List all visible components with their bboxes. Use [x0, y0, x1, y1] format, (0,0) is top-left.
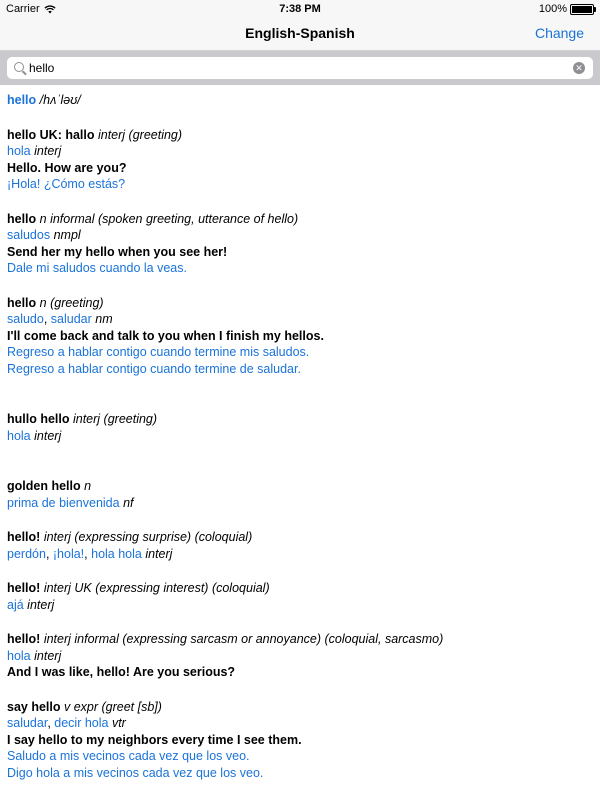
translation-word[interactable]: saludar [50, 312, 92, 326]
battery-percent: 100% [538, 3, 567, 15]
entry-headword: hello! [7, 581, 41, 595]
entry-pos: interj (greeting) [97, 127, 183, 142]
example-sentence: I say hello to my neighbors every time I see them. [7, 732, 302, 747]
entry-pos: interj UK (expressing interest) (coloquial) [43, 581, 270, 595]
translation-line [7, 495, 593, 512]
entry-block [7, 580, 593, 613]
clear-icon[interactable]: ✕ [573, 62, 585, 74]
search-box[interactable] [7, 57, 593, 79]
entry-pos: v expr (greet [sb]) [63, 699, 162, 714]
entry-headline [7, 631, 593, 648]
entry-block [7, 295, 593, 378]
entry-headword: hello [7, 211, 37, 226]
entry-block [7, 631, 593, 681]
entry-headline [7, 699, 593, 716]
entry-headline [7, 478, 593, 495]
entry-block [7, 478, 593, 511]
entry-pos: n (greeting) [39, 295, 104, 310]
entry-headline [7, 411, 593, 428]
translation-word[interactable]: ¡hola! [52, 546, 85, 561]
translation-line: perdón, ¡hola!, hola hola interj [7, 546, 173, 561]
example-sentence: Send her my hello when you see her! [7, 244, 228, 259]
status-right [539, 0, 594, 18]
translation-word[interactable]: saludo [7, 312, 44, 326]
entry-headword: hullo hello [7, 412, 70, 426]
battery-level [572, 6, 592, 13]
battery-icon [570, 4, 594, 15]
entry-block [7, 411, 593, 444]
entry-headword: hello UK: hallo [7, 127, 95, 142]
translation-gender: nmpl [53, 228, 81, 242]
translation-line [7, 143, 593, 160]
translation-gender: nf [123, 495, 134, 510]
translation-gender: interj [27, 597, 55, 612]
example-sentence: Hello. How are you? [7, 160, 127, 175]
translation-line [7, 597, 593, 614]
entry-pos: interj (greeting) [72, 412, 158, 426]
translation-line [7, 227, 593, 244]
carrier-label: Carrier [6, 3, 40, 15]
entry-headword: say hello [7, 699, 61, 714]
status-bar [0, 0, 600, 18]
example-translation[interactable]: Regreso a hablar contigo cuando termine de saludar. [7, 361, 301, 376]
translation-gender: nm [95, 312, 113, 326]
example-translation[interactable]: Saludo a mis vecinos cada vez que los veo. [7, 749, 250, 763]
status-time: 7:38 PM [279, 3, 321, 15]
entry-pos: n [84, 479, 92, 493]
entry-pos: n informal (spoken greeting, utterance of hello) [39, 211, 299, 226]
entry-block [7, 699, 593, 782]
translation-word[interactable]: prima de bienvenida [7, 495, 120, 510]
translation-word[interactable]: hola [7, 144, 31, 158]
translation-gender: vtr [111, 716, 126, 730]
page-title: English-Spanish [245, 25, 355, 41]
translation-line: saludo, saludar nm [7, 312, 113, 326]
entry-headword: hello! [7, 632, 41, 646]
pronunciation-ipa: /hʌˈləʊ/ [39, 93, 81, 107]
translation-word[interactable]: hola [7, 428, 31, 443]
search-icon [14, 62, 24, 72]
nav-bar [0, 18, 600, 51]
entry-block [7, 127, 593, 193]
example-translation[interactable]: Dale mi saludos cuando la veas. [7, 261, 187, 275]
translation-gender: interj [34, 144, 62, 158]
example-sentence: And I was like, hello! Are you serious? [7, 665, 236, 679]
translation-word[interactable]: hola hola [91, 546, 142, 561]
translation-line [7, 428, 593, 445]
entry-block [7, 211, 593, 277]
translation-word[interactable]: ajá [7, 597, 24, 612]
search-bar [0, 51, 600, 85]
translation-word[interactable]: saludar [7, 716, 48, 730]
results-list [0, 85, 600, 781]
entry-headline [7, 580, 593, 597]
translation-word[interactable]: saludos [7, 228, 51, 242]
entry-headline [7, 529, 593, 546]
example-translation[interactable]: ¡Hola! ¿Cómo estás? [7, 177, 126, 191]
entry-block [7, 529, 593, 562]
translation-gender: interj [34, 648, 62, 663]
entry-pos: interj informal (expressing sarcasm or annoyance) (coloquial, sarcasmo) [43, 632, 444, 646]
translation-word[interactable]: perdón [7, 546, 46, 561]
entry-pos: interj (expressing surprise) (coloquial) [43, 530, 253, 544]
entry-headword: hello [7, 295, 37, 310]
example-translation[interactable]: Regreso a hablar contigo cuando termine mis saludos. [7, 345, 310, 359]
example-translation[interactable]: Digo hola a mis vecinos cada vez que los veo. [7, 765, 264, 780]
entry-headline [7, 127, 593, 144]
translation-line [7, 648, 593, 665]
example-sentence: I'll come back and talk to you when I finish my hellos. [7, 328, 324, 343]
pronunciation-line [7, 92, 593, 109]
entry-headline [7, 295, 593, 312]
pronunciation-word[interactable]: hello [7, 93, 37, 107]
translation-line: saludar, decir hola vtr [7, 716, 126, 730]
translation-word[interactable]: hola [7, 648, 31, 663]
entry-headword: golden hello [7, 479, 81, 493]
entry-headline [7, 211, 593, 228]
translation-gender: interj [34, 428, 62, 443]
entry-headword: hello! [7, 530, 41, 544]
translation-word[interactable]: decir hola [54, 716, 109, 730]
change-button[interactable]: Change [534, 25, 584, 41]
search-input[interactable] [29, 57, 567, 79]
translation-gender: interj [145, 546, 173, 561]
